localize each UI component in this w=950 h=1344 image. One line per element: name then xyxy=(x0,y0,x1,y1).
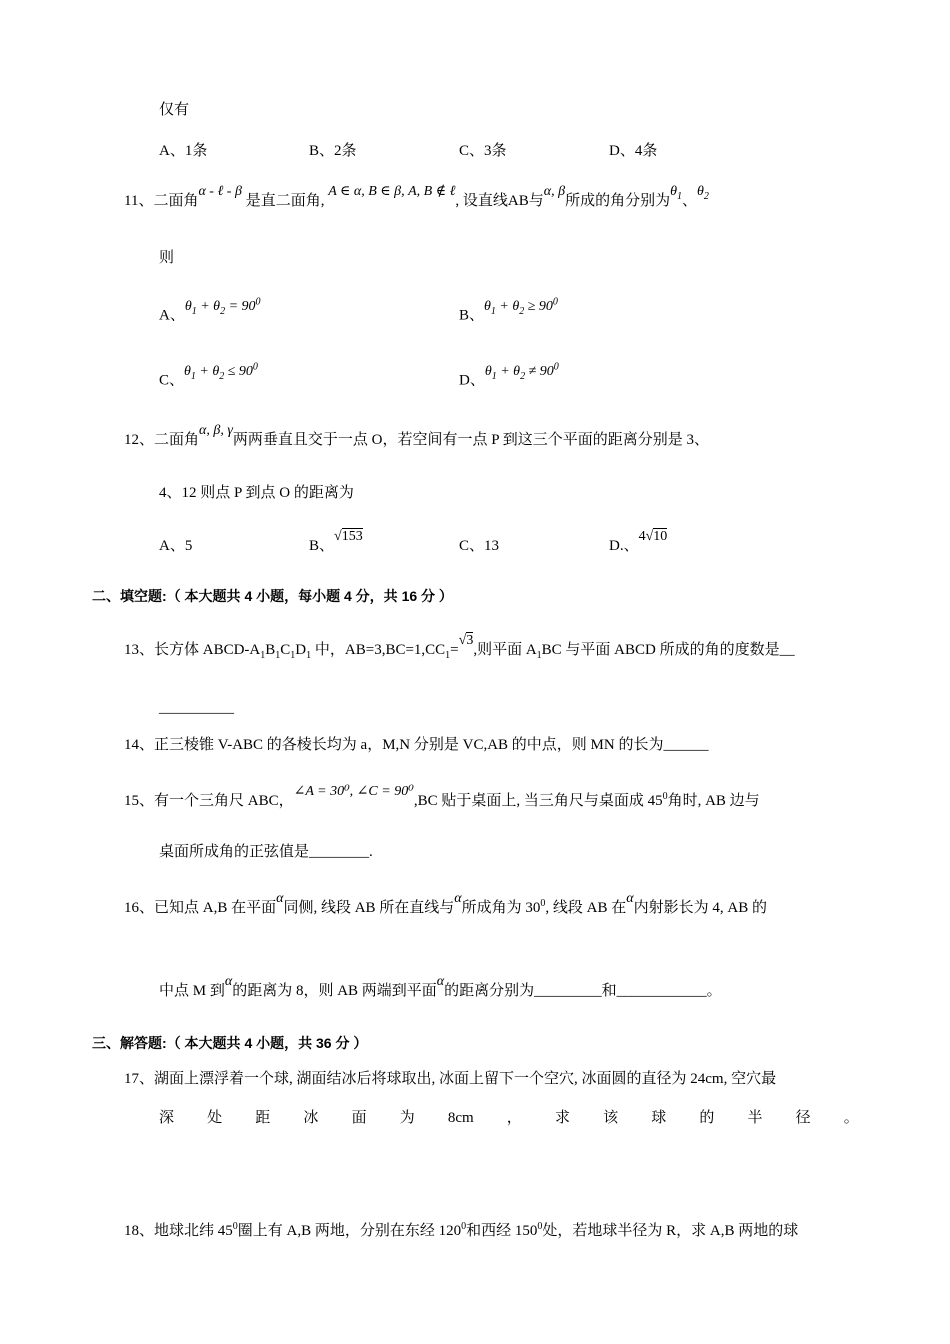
q11-formula3: α, β xyxy=(543,184,566,199)
q11-option-b-formula: $\theta_1 + \theta_2 \ge 90^0$ xyxy=(484,296,558,317)
alpha-symbol: α xyxy=(626,891,634,906)
q16-continuation: 中点 M 到α的距离为 8，则 AB 两端到平面α的距离分别为_________和____________。 xyxy=(159,974,722,999)
q10-option-c: C、3条 xyxy=(459,143,507,159)
q16-line1: 16、已知点 A,B 在平面α同侧, 线段 AB 所在直线与α所成角为 $30^0$, 线段 AB 在α内射影长为 4, AB 的 xyxy=(124,891,767,916)
q18-line1: 18、地球北纬 $45^0$圈上有 A,B 两地，分别在东经 $120^0$和西经 $150^0$处，若地球半径为 R，求 A,B 两地的球 xyxy=(124,1221,799,1239)
q14-text: 14、正三棱锥 V-ABC 的各棱长均为 a，M,N 分别是 VC,AB 的中点，则 MN 的长为______ xyxy=(124,737,709,753)
section3-heading: 三、解答题:（ 本大题共 4 小题，共 36 分 ） xyxy=(92,1035,368,1051)
q13-sqrt: √3 xyxy=(458,633,474,648)
q13-blank: __________ xyxy=(159,700,234,716)
q15-line1: 15、有一个三角尺 ABC，∠A = 30⁰, ∠C = 90⁰,BC 贴于桌面上, 当三角尺与桌面成 $45^0$角时, AB 边与 xyxy=(124,784,760,809)
q11-theta2: $\theta_2$ xyxy=(697,184,709,202)
q12-formula: α, β, γ xyxy=(199,423,233,438)
q13-line1: 13、长方体 ABCD-$A_1B_1C_1D_1$ 中，$AB=3,BC=1,CC_1=√3$,则平面 $A_1BC$ 与平面 ABCD 所成的角的度数是__ xyxy=(124,633,795,661)
alpha-symbol: α xyxy=(454,891,462,906)
q12-option-d-sqrt: 4√10 xyxy=(638,529,668,544)
q15-continuation: 桌面所成角的正弦值是________. xyxy=(159,844,373,860)
q11-option-c: C、$\theta_1 + \theta_2 \le 90^0$ xyxy=(159,361,258,389)
q12-text: 两两垂直且交于一点 O，若空间有一点 P 到这三个平面的距离分别是 3、 xyxy=(232,432,709,448)
q11-option-a-formula: $\theta_1 + \theta_2 = 90^0$ xyxy=(184,296,261,317)
q12-option-b-sqrt: √153 xyxy=(334,529,363,544)
q11-option-c-formula: $\theta_1 + \theta_2 \le 90^0$ xyxy=(184,361,258,382)
q11-continuation: 则 xyxy=(159,250,175,266)
q10-option-a: A、1条 xyxy=(159,143,208,159)
alpha-symbol: α xyxy=(276,891,284,906)
q12-continuation: 4、12 则点 P 到点 O 的距离为 xyxy=(159,485,354,501)
alpha-symbol: α xyxy=(224,974,233,989)
q11-option-a: A、$\theta_1 + \theta_2 = 90^0$ xyxy=(159,296,261,324)
q10-option-d: D、4条 xyxy=(609,143,658,159)
q11-theta1: $\theta_1$ xyxy=(670,184,682,202)
q11-formula1: α - ℓ - β xyxy=(198,184,242,199)
q11-sep: 、 xyxy=(681,193,697,209)
q12-option-d: D.、4√10 xyxy=(609,529,668,554)
q11-option-d-formula: $\theta_1 + \theta_2 \ne 90^0$ xyxy=(484,361,559,382)
q11-line1 xyxy=(124,184,709,217)
q11-formula2: A ∈ α, B ∈ β, A, B ∉ ℓ xyxy=(328,184,456,199)
q12-option-b: B、√153 xyxy=(309,529,363,554)
q11-text3: , 设直线AB与 xyxy=(455,193,544,209)
q11-text2: 是直二面角, xyxy=(245,193,325,209)
q17-line2: 深 处 距 冰 面 为 8cm ， 求 该 球 的 半 径 。 xyxy=(159,1110,859,1126)
q12-option-a: A、5 xyxy=(159,538,193,554)
q17-line1: 17、湖面上漂浮着一个球, 湖面结冰后将球取出, 冰面上留下一个空穴, 冰面圆的直径为 24cm, 空穴最 xyxy=(124,1071,777,1087)
q10-continuation: 仅有 xyxy=(159,102,190,118)
section2-heading: 二、填空题:（ 本大题共 4 小题，每小题 4 分，共 16 分 ） xyxy=(92,588,453,604)
q15-formula: ∠A = 30⁰, ∠C = 90⁰ xyxy=(293,784,414,799)
q11-text4: 所成的角分别为 xyxy=(565,193,671,209)
alpha-symbol: α xyxy=(436,974,445,989)
q11-option-b: B、$\theta_1 + \theta_2 \ge 90^0$ xyxy=(459,296,558,324)
q12-option-c: C、13 xyxy=(459,538,500,554)
q11-number: 11、二面角 xyxy=(124,193,199,209)
q12-line1: 12、二面角α, β, γ两两垂直且交于一点 O，若空间有一点 P 到这三个平面的距离分别是 3、 xyxy=(124,423,709,448)
q11-option-d: D、$\theta_1 + \theta_2 \ne 90^0$ xyxy=(459,361,559,389)
q10-option-b: B、2条 xyxy=(309,143,357,159)
